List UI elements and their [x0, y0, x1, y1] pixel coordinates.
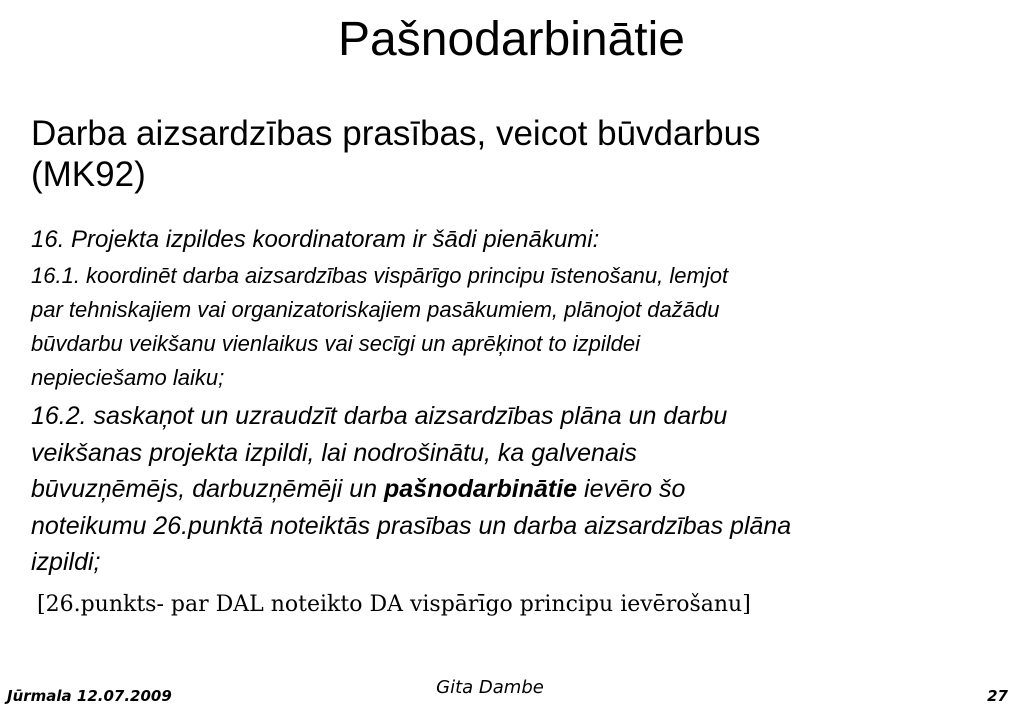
point-16-1 [31, 259, 1011, 395]
highlighted-term: pašnodarbinātie [383, 475, 578, 503]
point-16-2-line: veikšanas projekta izpildi, lai nodrošinātu, ka galvenais [31, 438, 637, 467]
slide-subtitle [31, 113, 991, 195]
footer-date: Jūrmala 12.07.2009 [7, 687, 172, 705]
point-16-2-text: būvuzņēmējs, darbuzņēmēji un [31, 475, 384, 503]
slide-title: Pašnodarbinātie [338, 13, 685, 66]
point-16-2-line: izpildi; [31, 548, 101, 576]
reference-note: [26.punkts- par DAL noteikto DA vispārīgo principu ievērošanu] [37, 592, 751, 617]
subtitle-line: Darba aizsardzības prasības, veicot būvdarbus [31, 114, 761, 153]
point-16-1-line: 16.1. koordinēt darba aizsardzības vispārīgo principu īstenošanu, lemjot [31, 263, 729, 288]
point-16-2-line: 16.2. saskaņot un uzraudzīt darba aizsardzības plāna un darbu [31, 402, 728, 430]
page-number: 27 [987, 687, 1008, 705]
point-16-heading: 16. Projekta izpildes koordinatoram ir šādi pienākumi: [31, 226, 600, 253]
point-16-2-line [31, 471, 1011, 508]
point-16-1-line: nepieciešamo laiku; [31, 365, 225, 390]
footer-author: Gita Dambe [436, 677, 544, 698]
point-16-2-line: noteikumu 26.punktā noteiktās prasības un darba aizsardzības plāna [31, 511, 792, 540]
point-16-2 [31, 398, 1011, 581]
point-16-1-line: par tehniskajiem vai organizatoriskajiem pasākumiem, plānojot dažādu [31, 297, 720, 322]
subtitle-line: (MK92) [31, 155, 146, 194]
point-16-1-line: būvdarbu veikšanu vienlaikus vai secīgi un aprēķinot to izpildei [31, 331, 641, 356]
point-16-2-text: ievēro šo [577, 475, 686, 503]
